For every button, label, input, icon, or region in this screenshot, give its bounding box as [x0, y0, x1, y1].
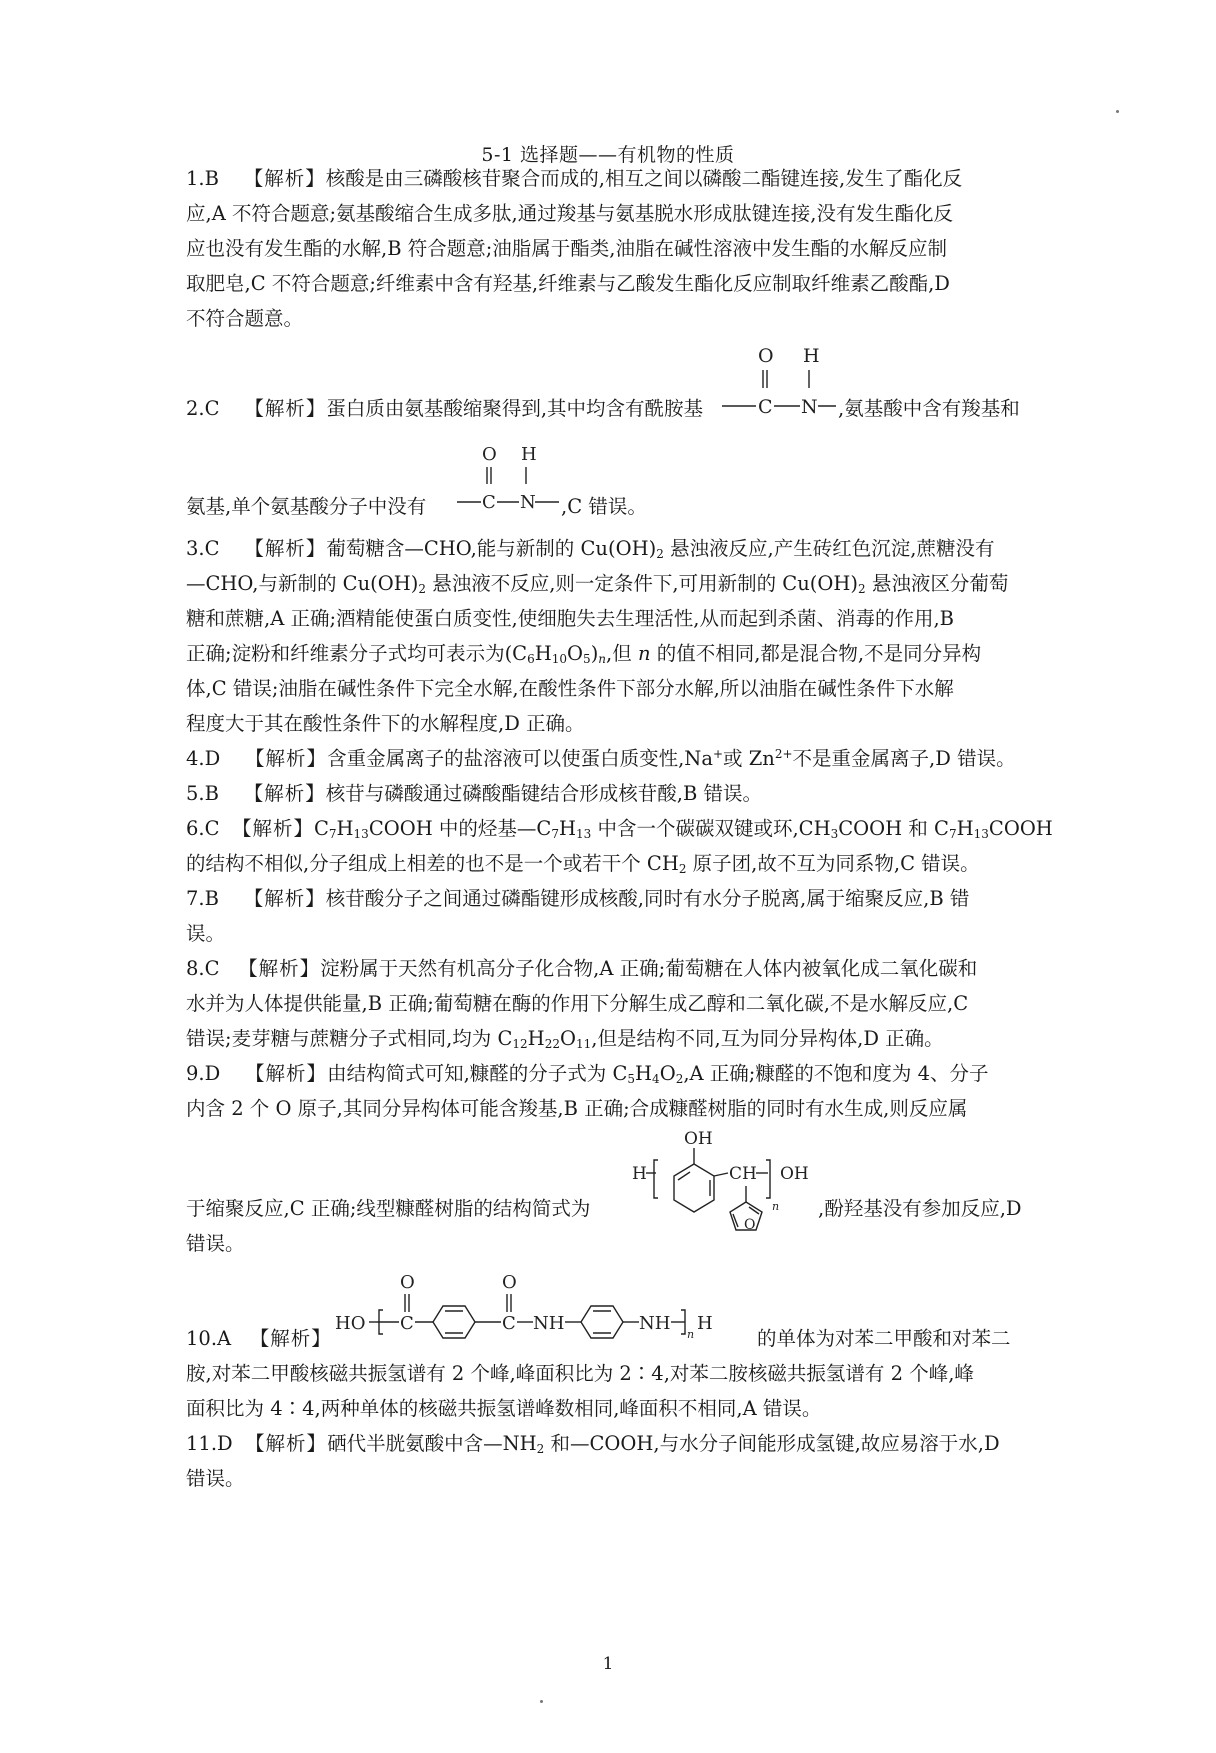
- amide-c-label: C: [482, 492, 496, 513]
- answer-10-line-1-end: 的单体为对苯二甲酸和对苯二: [757, 1327, 1011, 1350]
- amide-h-label: H: [521, 444, 537, 465]
- resin-h-left: H: [632, 1164, 647, 1184]
- answer-10-line-2: 胺,对苯二甲酸核磁共振氢谱有 2 个峰,峰面积比为 2∶4,对苯二胺核磁共振氢谱有 2 个峰,峰: [186, 1362, 974, 1385]
- resin-n-label: n: [772, 1200, 780, 1213]
- page-title: 5-1 选择题——有机物的性质: [481, 144, 735, 166]
- answer-8-line-1: 8.C 【解析】淀粉属于天然有机高分子化合物,A 正确;葡萄糖在人体内被氧化成二氧化碳和: [186, 957, 978, 980]
- answer-1-line-3: 应也没有发生酯的水解,B 符合题意;油脂属于酯类,油脂在碱性溶液中发生酯的水解反应制: [186, 237, 947, 260]
- answer-7-line-2: 误。: [186, 922, 226, 945]
- scan-speck: [540, 1700, 543, 1703]
- answer-1-line-1: 1.B 【解析】核酸是由三磷酸核苷聚合而成的,相互之间以磷酸二酯键连接,发生了酯化反: [186, 167, 963, 190]
- answer-3-line-5: 体,C 错误;油脂在碱性条件下完全水解,在酸性条件下部分水解,所以油脂在碱性条件下水解: [186, 677, 954, 700]
- polymer-c-1: C: [400, 1313, 414, 1334]
- answer-1-line-2: 应,A 不符合题意;氨基酸缩合生成多肽,通过羧基与氨基脱水形成肽键连接,没有发生酯化反: [186, 202, 953, 225]
- amide-o-label: O: [758, 345, 774, 367]
- answer-11-line-1: 11.D 【解析】硒代半胱氨酸中含$—NH_2$ 和—COOH,与水分子间能形成氢键,故应易溶于水,D: [186, 1432, 1000, 1456]
- polymer-n-label: n: [687, 1328, 695, 1341]
- amide-n-label: N: [520, 492, 536, 513]
- amide-c-label: C: [758, 396, 773, 418]
- answer-3-line-1: 3.C 【解析】葡萄糖含—CHO,能与新制的 $Cu(OH)_2$ 悬浊液反应,产生砖红色沉淀,蔗糖没有: [186, 537, 995, 561]
- answer-8-line-2: 水并为人体提供能量,B 正确;葡萄糖在酶的作用下分解生成乙醇和二氧化碳,不是水解反应,C: [186, 992, 969, 1015]
- answer-2-line-1: 2.C 【解析】蛋白质由氨基酸缩聚得到,其中均含有酰胺基: [186, 397, 704, 420]
- answer-9-line-4: 错误。: [186, 1232, 245, 1255]
- polymer-c-2: C: [502, 1313, 516, 1334]
- amide-h-label: H: [803, 345, 820, 367]
- answer-9-line-3-end: ,酚羟基没有参加反应,D: [818, 1197, 1022, 1220]
- answer-3-line-2: —CHO,与新制的 $Cu(OH)_2$ 悬浊液不反应,则一定条件下,可用新制的 $Cu(OH)_2$ 悬浊液区分葡萄: [186, 572, 1009, 596]
- polymer-nh-1: NH: [533, 1313, 565, 1334]
- polymer-nh-2: NH: [639, 1313, 671, 1334]
- answer-2-line-2: 氨基,单个氨基酸分子中没有: [186, 495, 427, 518]
- answer-9-line-3: 于缩聚反应,C 正确;线型糠醛树脂的结构简式为: [186, 1197, 591, 1220]
- answer-6-line-2: 的结构不相似,分子组成上相差的也不是一个或若干个 $CH_2$ 原子团,故不互为同系物,C 错误。: [186, 852, 980, 876]
- resin-o-ring: O: [744, 1217, 756, 1233]
- answer-7-line-1: 7.B 【解析】核苷酸分子之间通过磷酯键形成核酸,同时有水分子脱离,属于缩聚反应,B 错: [186, 887, 970, 910]
- answer-6-line-1: 6.C 【解析】$C_7H_{13}COOH$ 中的烃基$—C_7H_{13}$ 中含一个碳碳双键或环$,CH_3COOH$ 和 $C_7H_{13}COOH$: [186, 817, 1053, 841]
- answer-2-line-2-end: ,C 错误。: [561, 495, 647, 518]
- scan-speck: [1116, 110, 1119, 113]
- answer-11-line-2: 错误。: [186, 1467, 245, 1490]
- page-number: 1: [602, 1654, 614, 1674]
- polymer-o-2: O: [502, 1272, 517, 1293]
- furfural-resin-structure: [628, 1128, 818, 1236]
- answer-9-line-1: 9.D 【解析】由结构简式可知,糠醛的分子式为 $C_5H_4O_2,A$ 正确;糠醛的不饱和度为 4、分子: [186, 1062, 989, 1086]
- polyamide-structure: [333, 1270, 757, 1350]
- answer-1-line-4: 取肥皂,C 不符合题意;纤维素中含有羟基,纤维素与乙酸发生酯化反应制取纤维素乙酸酯,D: [186, 272, 950, 295]
- polymer-ho: HO: [335, 1313, 366, 1334]
- polymer-h-end: H: [697, 1313, 713, 1334]
- answer-1-line-5: 不符合题意。: [186, 307, 304, 330]
- answer-9-line-2: 内含 2 个 O 原子,其同分异构体可能含羧基,B 正确;合成糠醛树脂的同时有水生成,则反应属: [186, 1097, 968, 1120]
- polymer-o-1: O: [400, 1272, 415, 1293]
- answer-10-line-3: 面积比为 4∶4,两种单体的核磁共振氢谱峰数相同,峰面积不相同,A 错误。: [186, 1397, 822, 1420]
- answer-4: 4.D 【解析】含重金属离子的盐溶液可以使蛋白质变性,Na+或 $Zn^{2+}$不是重金属离子,D 错误。: [186, 747, 1016, 770]
- amide-n-label: N: [801, 396, 818, 418]
- amide-structure-1: [720, 340, 838, 426]
- answer-2-line-1-end: ,氨基酸中含有羧基和: [838, 397, 1020, 420]
- answer-10-line-1: 10.A 【解析】: [186, 1327, 332, 1350]
- answer-8-line-3: 错误;麦芽糖与蔗糖分子式相同,均为 $C_{12}H_{22}O_{11}$,但是结构不同,互为同分异构体,D 正确。: [186, 1027, 944, 1051]
- resin-oh-right: OH: [780, 1164, 809, 1184]
- answer-3-line-4: 正确;淀粉和纤维素分子式均可表示为$(C_6H_{10}O_5)_n$,但 n 的值不相同,都是混合物,不是同分异构: [186, 642, 982, 666]
- amide-structure-2: [455, 440, 561, 520]
- resin-oh-top: OH: [684, 1129, 713, 1149]
- answer-3-line-6: 程度大于其在酸性条件下的水解程度,D 正确。: [186, 712, 585, 735]
- answer-3-line-3: 糖和蔗糖,A 正确;酒精能使蛋白质变性,使细胞失去生理活性,从而起到杀菌、消毒的作用,B: [186, 607, 954, 630]
- amide-o-label: O: [482, 444, 497, 465]
- answer-5: 5.B 【解析】核苷与磷酸通过磷酸酯键结合形成核苷酸,B 错误。: [186, 782, 762, 805]
- resin-ch-label: CH: [729, 1164, 757, 1184]
